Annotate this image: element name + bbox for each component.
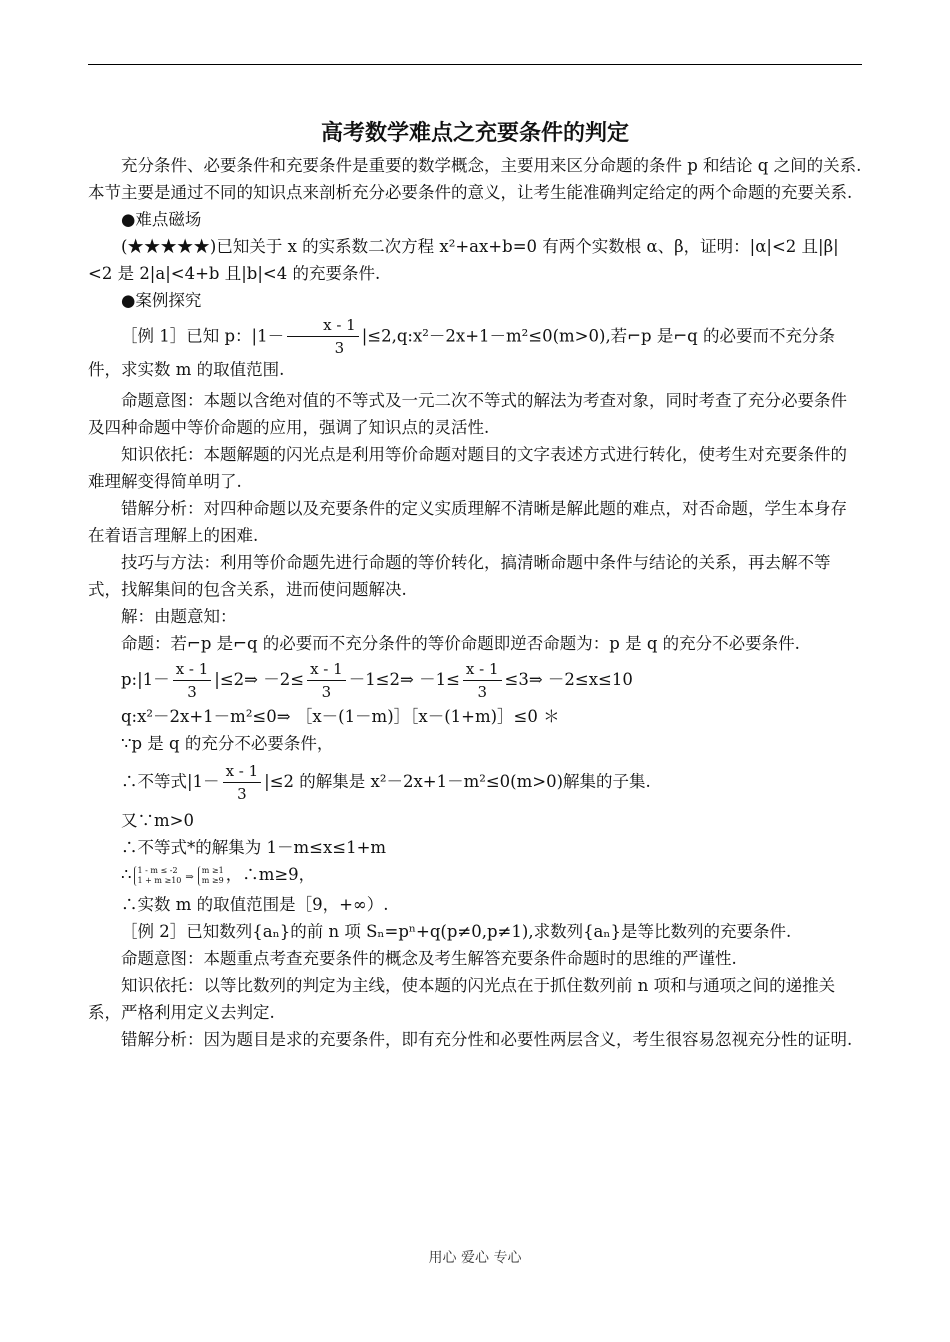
example1-suffix: |≤2,q:x²－2x+1－m²≤0(m>0),若⌐p 是⌐q 的必要而不充分条件，求实数 m 的取值范围. (88, 326, 835, 379)
document-body (88, 118, 862, 1053)
example2-error-analysis: 错解分析：因为题目是求的充要条件，即有充分性和必要性两层含义，考生很容易忽视充分性的证明. (121, 1030, 853, 1049)
example1-intent: 命题意图：本题以含绝对值的不等式及一元二次不等式的解法为考查对象，同时考查了充分必要条件及四种命题中等价命题的应用，强调了知识点的灵活性. (88, 391, 847, 437)
example2-knowledge: 知识依托：以等比数列的判定为主线，使本题的闪光点在于抓住数列前 n 项和与通项之间的递推关系，严格利用定义去判定. (88, 976, 836, 1022)
page-footer: 用心 爱心 专心 (428, 1250, 522, 1266)
example2-problem: ［例 2］已知数列{aₙ}的前 n 项 Sₙ=pⁿ+q(p≠0,p≠1),求数列{aₙ}是等比数列的充要条件. (121, 922, 792, 941)
solution-line-5: ∴不等式|1－ $\frac{x - 1}{3}$ |≤2 的解集是 x²－2x+1－m²≤0(m>0)解集的子集. (121, 761, 651, 803)
page-title: 高考数学难点之充要条件的判定 (320, 121, 629, 146)
fraction: $\frac{x - 1}{3}$ (223, 764, 262, 802)
solution-line-6: 又∵m>0 (121, 811, 194, 830)
section-heading-cases: ●案例探究 (121, 291, 202, 310)
inequality-system: m ≥1 m ≥9 (198, 866, 224, 886)
problem-magnetic: (★★★★★)已知关于 x 的实系数二次方程 x²+ax+b=0 有两个实数根 α、β，证明：|α|<2 且|β|<2 是 2|a|<4+b 且|b|<4 的充要条件. (88, 237, 839, 283)
solution-intro: 解：由题意知： (121, 607, 237, 626)
example1-problem (88, 318, 862, 383)
fraction: $\frac{x - 1}{3}$ (307, 662, 346, 700)
solution-line-9: ∴实数 m 的取值范围是［9，+∞）. (121, 895, 389, 914)
solution-line-2: p:|1－ $\frac{x - 1}{3}$ |≤2⇒ －2≤ $\frac{x - 1}{3}$ －1≤2⇒ －1≤ $\frac{x - 1}{3}$ ≤3⇒ －2≤x≤10 (121, 659, 633, 701)
example1-error-analysis: 错解分析：对四种命题以及充要条件的定义实质理解不清晰是解此题的难点，对否命题，学生本身存在着语言理解上的困难. (88, 499, 847, 545)
fraction: $\frac{x - 1}{3}$ (463, 662, 502, 700)
solution-line-7: ∴不等式*的解集为 1－m≤x≤1+m (121, 838, 387, 857)
solution-line-1: 命题：若⌐p 是⌐q 的必要而不充分条件的等价命题即逆否命题为：p 是 q 的充分不必要条件. (121, 634, 800, 653)
inequality-system: 1 - m ≤ -2 1 + m ≥10 (134, 866, 182, 886)
example1-knowledge: 知识依托：本题解题的闪光点是利用等价命题对题目的文字表述方式进行转化，使考生对充要条件的难理解变得简单明了. (88, 445, 847, 491)
fraction: $\frac{x - 1}{3}$ (173, 662, 212, 700)
example1-prefix: ［例 1］已知 p：|1－ (121, 326, 285, 346)
section-heading-magnetic: ●难点磁场 (121, 210, 202, 229)
solution-line-4: ∵p 是 q 的充分不必要条件， (121, 734, 334, 753)
implies-arrow: ⇒ (185, 872, 194, 883)
solution-line-3: q:x²－2x+1－m²≤0⇒ ［x－(1－m)］［x－(1+m)］≤0 ＊ (121, 707, 560, 726)
solution-line-8: ∴ 1 - m ≤ -2 1 + m ≥10 ⇒ m ≥1 m ≥9 ，∴m≥9， (121, 865, 316, 885)
header-rule (88, 64, 862, 65)
intro-paragraph: 充分条件、必要条件和充要条件是重要的数学概念，主要用来区分命题的条件 p 和结论 q 之间的关系.本节主要是通过不同的知识点来剖析充分必要条件的意义，让考生能准确判定给定的两个命题的充要关系. (88, 156, 862, 202)
fraction: $\frac{x - 1}{3}$ (287, 318, 359, 356)
example1-method: 技巧与方法：利用等价命题先进行命题的等价转化，搞清晰命题中条件与结论的关系，再去解不等式，找解集间的包含关系，进而使问题解决. (88, 553, 831, 599)
example2-intent: 命题意图：本题重点考查充要条件的概念及考生解答充要条件命题时的思维的严谨性. (121, 949, 737, 968)
